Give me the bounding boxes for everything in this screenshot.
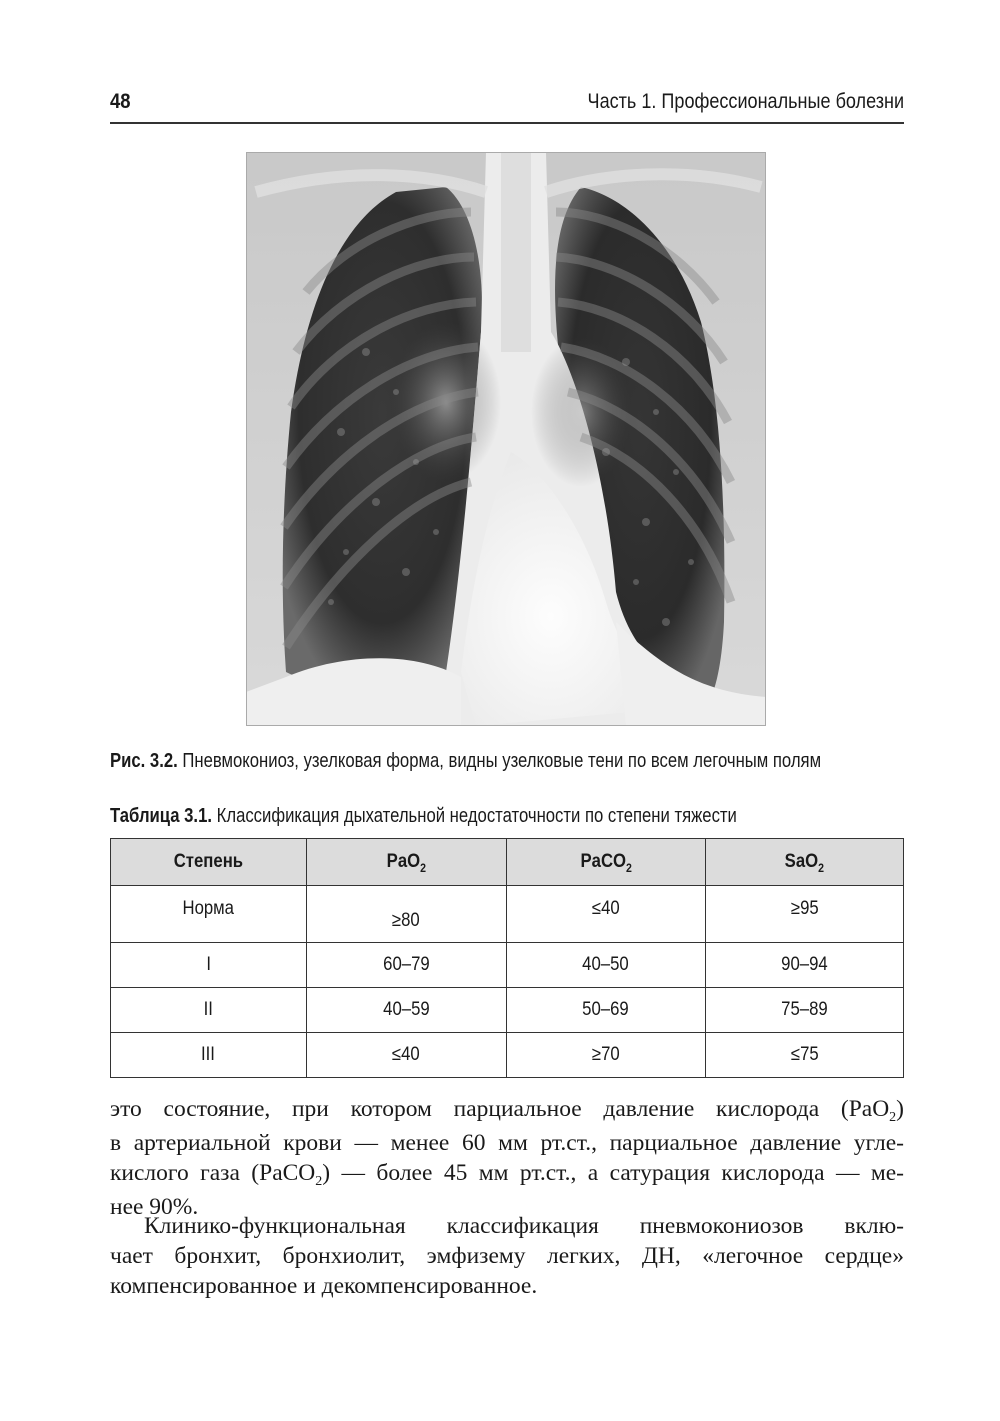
table-cell: 40–50 — [506, 943, 706, 988]
header-rule — [110, 122, 904, 124]
paragraph-line: в артериальной крови — менее 60 мм рт.ст., парциальное давление угле- — [110, 1130, 904, 1156]
table-row — [111, 886, 904, 943]
table-title-label: Таблица 3.1. — [110, 805, 212, 827]
table-cell: 60–79 — [306, 943, 506, 988]
table-cell: ≤40 — [506, 886, 706, 943]
table-cell: 75–89 — [706, 988, 904, 1033]
chest-xray-image — [246, 152, 766, 726]
paragraph-line: чает бронхит, бронхиолит, эмфизему легких, ДН, «легочное сердце» — [110, 1243, 904, 1269]
respiratory-failure-table — [110, 838, 904, 1078]
table-cell: ≥70 — [506, 1033, 706, 1078]
paragraph-line: Клинико-функциональная классификация пневмокониозов вклю- — [144, 1213, 904, 1239]
table-header-row — [111, 839, 904, 886]
table-cell: III — [111, 1033, 307, 1078]
caption-label: Рис. 3.2. — [110, 750, 178, 772]
paragraph-line: нее 90%. — [110, 1194, 199, 1220]
paragraph-line: компенсированное и декомпенсированное. — [110, 1273, 538, 1299]
header-sao2: SaO$_2$ — [706, 839, 904, 886]
paragraph-line: кислого газа (PaCO$_2$) — более 45 мм рт.ст., а сатурация кислорода — ме- — [110, 1160, 904, 1189]
paragraph-respiratory-failure — [110, 1094, 904, 1222]
table-title — [110, 805, 737, 828]
table-cell: Норма — [111, 886, 307, 943]
table-cell: ≤40 — [306, 1033, 506, 1078]
table-cell: II — [111, 988, 307, 1033]
table-row — [111, 988, 904, 1033]
header-pao2: PaO$_2$ — [306, 839, 506, 886]
header-paco2: PaCO$_2$ — [506, 839, 706, 886]
figure-caption — [110, 750, 821, 773]
chest-xray-drawing — [246, 152, 766, 726]
table-cell: 50–69 — [506, 988, 706, 1033]
table-cell: I — [111, 943, 307, 988]
table-cell: 90–94 — [706, 943, 904, 988]
table-cell: 40–59 — [306, 988, 506, 1033]
paragraph-line: это состояние, при котором парциальное давление кислорода (PaO$_2$) — [110, 1096, 904, 1125]
table-cell: ≥80 — [306, 886, 506, 943]
paragraph-classification — [110, 1211, 904, 1301]
page-number: 48 — [110, 90, 131, 113]
running-head: Часть 1. Профессиональные болезни — [587, 90, 904, 113]
caption-text: Пневмокониоз, узелковая форма, видны узелковые тени по всем легочным полям — [182, 750, 822, 772]
header-degree: Степень — [111, 839, 307, 886]
table-title-text: Классификация дыхательной недостаточности по степени тяжести — [216, 805, 737, 827]
table-cell: ≥95 — [706, 886, 904, 943]
table-row — [111, 1033, 904, 1078]
table-row — [111, 943, 904, 988]
table-cell: ≤75 — [706, 1033, 904, 1078]
